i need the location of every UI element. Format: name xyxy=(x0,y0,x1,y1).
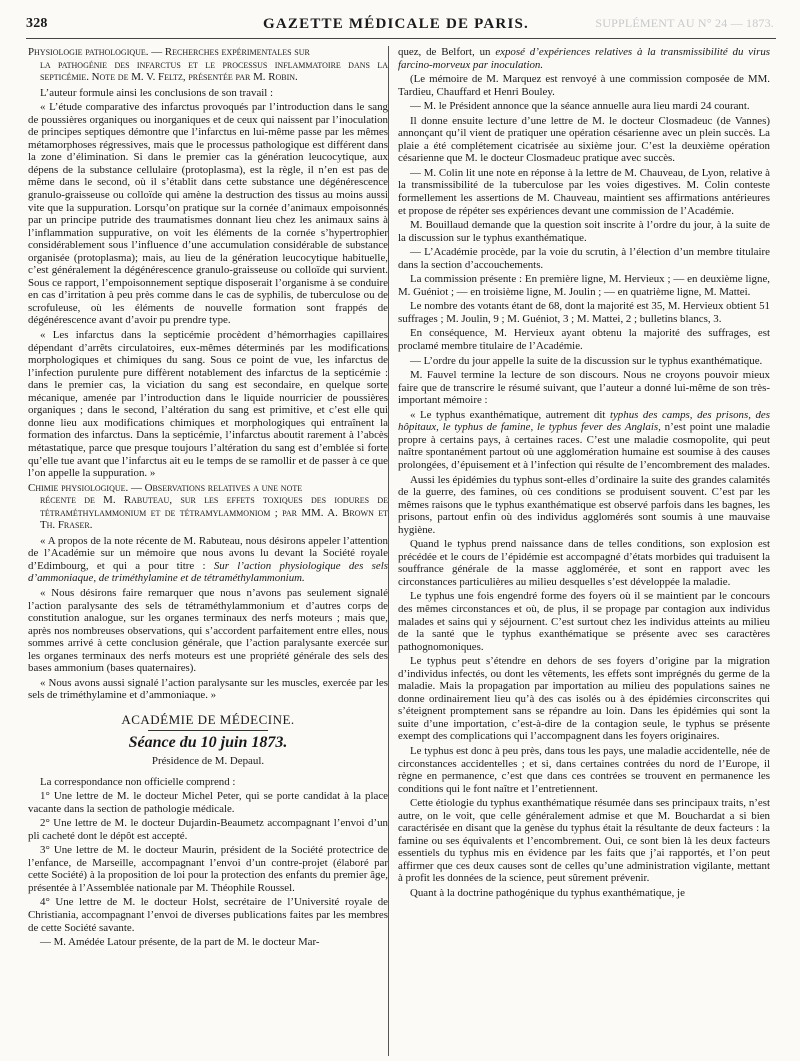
section-heading-continuation: la pathogénie des infarctus et le processus inflammatoire dans la septicémie. Note de M. V. Feltz, présentée par M. Robin. xyxy=(40,58,388,84)
paragraph-text: « Le typhus exanthématique, autrement dit xyxy=(410,408,610,421)
paragraph-text: quez, de Belfort, un xyxy=(398,46,496,58)
section-heading-chemistry xyxy=(28,482,388,532)
academy-title: ACADÉMIE DE MÉDECINE. xyxy=(121,711,295,727)
paragraph: « Nous avons aussi signalé l’action paralysante sur les muscles, exercée par les sels de triméthylamine et d’ammoniaque. » xyxy=(28,676,388,702)
session-title: Séance du 10 juin 1873. xyxy=(128,734,288,752)
paragraph: — M. le Président annonce que la séance annuelle aura lieu mardi 24 courant. xyxy=(410,100,750,113)
paragraph-text: « A propos de la note récente de M. Rabuteau, nous désirons appeler l’attention de l’Académie sur un mémoire que nous avons lu devant la Société royale d’Edimbourg, et qui a pour titre : xyxy=(28,534,388,572)
paragraph: La commission présente : En première ligne, M. Hervieux ; — en deuxième ligne, M. Guéniot ; — en troisième ligne, M. Joulin ; — en quatrième ligne, M. Mattei. xyxy=(398,273,770,298)
list-item: 2° Une lettre de M. le docteur Dujardin-Beaumetz accompagnant l’envoi d’un pli cacheté dont le dépôt est accepté. xyxy=(28,817,388,842)
paragraph-text: n’est point une maladie propre à certains pays, à certaines races. C’est une maladie cosmopolite, qui peut naître spontanément partout où une agglomération humaine est soumise à des causes prolongées, d’épuisement et à l’infection qui résulte de l’encombrement des malades. xyxy=(398,421,770,471)
paragraph: Aussi les épidémies du typhus sont-elles d’ordinaire la suite des grandes calamités de la guerre, des famines, où ces conditions se produisent souvent. C’est par les mêmes raisons que le typhus exanthématique est observé parfois dans les bagnes, les prisons, partout enfin où des individus agglomérés sont soumis à une mauvaise hygiène. xyxy=(398,473,770,536)
section-heading-line: Chimie physiologique. — Observations relatives a une note xyxy=(28,481,303,494)
paragraph xyxy=(398,409,770,472)
paragraph: — L’ordre du jour appelle la suite de la discussion sur le typhus exanthématique. xyxy=(410,354,763,367)
page-number: 328 xyxy=(26,16,48,31)
section-heading-continuation: récente de M. Rabuteau, sur les effets toxiques des iodures de tétraméthylammonium et de tétramylammoniom ; par MM. A. Brown et Th. Fraser. xyxy=(40,494,388,532)
paragraph: Le nombre des votants étant de 68, dont la majorité est 35, M. Hervieux obtient 51 suffrages ; M. Joulin, 9 ; M. Guéniot, 3 ; M. Mattei, 2 ; bulletins blancs, 3. xyxy=(398,300,770,325)
paragraph-italic-title: exposé d’expériences relatives à la transmissibilité du virus farcino-morveux par inoculation. xyxy=(398,46,770,71)
title-divider xyxy=(148,730,268,731)
list-item: 1° Une lettre de M. le docteur Michel Peter, qui se porte candidat à la place vacante dans la section de pathologie médicale. xyxy=(28,790,388,815)
paragraph: Le typhus peut s’étendre en dehors de ses foyers d’origine par la migration d’individus infectés, ou dont les vêtements, les effets sont imprégnés du germe de la maladie. Mais la propagation par importation au milieu des populations saines ne donne ordinairement lieu qu’à des cas isolés ou à des épidémies circonscrites qui s’éteignent promptement sans se répandre au loin. Dans les épidémies qui sont la suite d’une importation, c’est-à-dire de la contagion seule, le typhus se présente exempt des complications qui l’accompagnent dans les foyers originaires. xyxy=(398,655,770,743)
left-column xyxy=(28,46,388,1056)
paragraph: Quand le typhus prend naissance dans de telles conditions, son explosion est précédée et le cours de l’épidémie est accompagné d’états morbides qui traduisent la souffrance générale de la masse agglomérée, et sont en rapport avec les circonstances particulières au milieu desquelles s’est développée la maladie. xyxy=(398,538,770,588)
paragraph: Quant à la doctrine pathogénique du typhus exanthématique, je xyxy=(410,887,685,899)
column-rule xyxy=(388,46,389,1056)
list-item: 3° Une lettre de M. le docteur Maurin, président de la Société protectrice de l’enfance, de Marseille, accompagnant l’envoi d’un contre-projet (élaboré par cette Société) à la proposition de loi pour la protection des enfants du premier âge, présentée à l’Assemblée nationale par M. Théophile Roussel. xyxy=(28,844,388,894)
section-heading-physiology xyxy=(28,46,388,84)
journal-title: GAZETTE MÉDICALE DE PARIS. xyxy=(263,16,529,32)
paragraph xyxy=(398,46,770,71)
paragraph: Cette étiologie du typhus exanthématique résumée dans ses principaux traits, n’est autre, on le voit, que celle généralement admise et que M. Bouchardat a si bien caractérisée en disant que la genèse du typhus était la résultante de deux facteurs : la famine ou ses équivalents et l’encombrement. Oui, ce sont bien là les deux facteurs essentiels du typhus mis en évidence par les faits que j’ai rapportés, et l’on peut affirmer que ces deux causes sont de celles qu’une administration vigilante, mettant à profit les données de la science, peut sûrement prévenir. xyxy=(398,797,770,885)
paragraph: La correspondance non officielle comprend : xyxy=(40,775,236,788)
paragraph-italic-title: Sur l’action physiologique des sels d’ammoniaque, de triméthylamine et de tétraméthylammonium. xyxy=(28,559,388,585)
list-item: 4° Une lettre de M. le docteur Holst, secrétaire de l’Université royale de Christiania, accompagnant l’envoi de diverses publications faites par les membres de cette Société savante. xyxy=(28,896,388,934)
paragraph: « L’étude comparative des infarctus provoqués par l’introduction dans le sang de poussières organiques ou inorganiques et de ceux qui naissent par l’inoculation de principes septiques démontre que l’infarctus en lui-même passe par les mêmes métamorphoses régressives, mais que le processus pathologique est différent dans la zone d’élimination. Si dans le premier cas la génération leucocytique, aux dépens de la substance cellulaire (protoplasma), est la règle, il n’en est pas de même dans le second, où il s’établit dans cette substance une dégénérescence granulo-graisseuse ou colloïde qui amène la destruction des tissus au moins aussi vite que la suppuration. Lorsqu’on pratique sur la cornée d’animaux empoisonnés par un principe putride des traumatismes donnant lieu chez les animaux sains à l’inflammation suppurative, on voit les éléments de la cornée s’hypertrophier considérablement sous l’influence d’une accumulation considérable de substance organisée (protoplasma); mais, au lieu de la génération leucocytique habituelle, c’est généralement la dégénérescence granulo-graisseuse ou colloïde qui survient. Sous ce rapport, l’empoisonnement septique disposerait l’organisme à se conduire en cas d’irritation à peu près comme dans le cas de syphilis, de tuberculose ou de scrofuleuse, où les éléments de nouvelle formation sont frappés de dégénérescence avant d’avoir pu prendre type. xyxy=(28,101,388,327)
paragraph: (Le mémoire de M. Marquez est renvoyé à une commission composée de MM. Tardieu, Chauffard et Henri Bouley. xyxy=(398,73,770,98)
list-item: — M. Amédée Latour présente, de la part de M. le docteur Mar- xyxy=(40,936,320,949)
section-heading-line: Physiologie pathologique. — Recherches expérimentales sur xyxy=(28,46,310,58)
presidency-line: Présidence de M. Depaul. xyxy=(151,754,265,767)
paragraph: — M. Colin lit une note en réponse à la lettre de M. Chauveau, de Lyon, relative à la transmissibilité de la tuberculose par les voies digestives. M. Colin conteste formellement les assertions de M. Chauveau, maintient ses affirmations antérieures et propose de répéter ses expériences devant une commission de l’Académie. xyxy=(398,166,770,217)
paragraph: Il donne ensuite lecture d’une lettre de M. le docteur Closmadeuc (de Vannes) annonçant qu’il vient de pratiquer une opération césarienne avec un plein succès. La plaie a été complétement cicatrisée au sixième jour. C’est la deuxième opération césarienne que M. le docteur Closmadeuc pratique avec succès. xyxy=(398,114,770,165)
page-header xyxy=(26,16,774,36)
paragraph: « Nous désirons faire remarquer que nous n’avons pas seulement signalé l’action paralysante des sels de tétraméthylammonium et d’autres corps de constitution analogue, sur les organes terminaux des nerfs moteurs ; mais que, après nos nombreuses observations, qui s’accordent parfaitement entre elles, nous sommes arrivé à cette conclusion générale, que l’action paralysante exercée sur les organes terminaux des nerfs moteurs est une propriété générale des sels des bases ammonium (bases quaternaires). xyxy=(28,586,388,675)
paragraph: M. Fauvel termine la lecture de son discours. Nous ne croyons pouvoir mieux faire que de transcrire le résumé suivant, que l’auteur a donné lui-même de son très-important mémoire : xyxy=(398,369,770,407)
paragraph: En conséquence, M. Hervieux ayant obtenu la majorité des suffrages, est proclamé membre titulaire de l’Académie. xyxy=(398,327,770,353)
header-rule xyxy=(26,38,776,39)
paragraph: M. Bouillaud demande que la question soit inscrite à l’ordre du jour, à la suite de la discussion sur le typhus exanthématique. xyxy=(398,219,770,244)
paragraph-italic-text: typhus des camps, des prisons, des hôpitaux, le typhus de famine, le typhus fever des Anglais, xyxy=(398,408,770,434)
paragraph: Le typhus une fois engendré forme des foyers où il se maintient par le concours des mêmes circonstances et où, de plus, il se propage par contagion aux individus malades et sains qui y séjournent. C’est surtout chez les individus atteints au milieu de la santé que le typhus exanthématique se présente avec ses caractères pathognomoniques. xyxy=(398,590,770,653)
right-column xyxy=(398,46,770,1056)
paragraph: L’auteur formule ainsi les conclusions de son travail : xyxy=(40,86,274,99)
bleed-through-text: SUPPLÉMENT AU N° 24 — 1873. xyxy=(595,16,774,30)
paragraph xyxy=(28,535,388,585)
paragraph: Le typhus est donc à peu près, dans tous les pays, une maladie accidentelle, née de circonstances accidentelles ; et si, dans certaines contrées du nord de l’Europe, il règne en permanence, c’est que dans ces contrées se trouvent en permanence les conditions qui le font naître et l’entretiennent. xyxy=(398,744,770,795)
paragraph: « Les infarctus dans la septicémie procèdent d’hémorrhagies capillaires dépendant d’arrêts circulatoires, eux-mêmes déterminés par les modifications morphologiques et chimiques du sang. Sous ce point de vue, les infarctus de l’infection purulente pure diffèrent notablement des infarctus de la septicémie : dans le premier cas, la viciation du sang est secondaire, en quelque sorte mécanique, amenée par l’introduction dans le liquide nourricier de poussières organiques ; dans le second, l’altération du sang est primitive, et c’est elle qui donne lieu aux modifications chimiques et morphologiques qui entraînent la formation des infarctus. Dans la septicémie, l’infarctus aboutit rarement à l’abcès métastatique, parce que presque toujours l’altération du sang est d’emblée si forte qu’elle tue avant que l’infarctus ait eu le temps de se ramollir et de passer à ce que l’on appelle la suppuration. » xyxy=(28,329,388,480)
paragraph: — L’Académie procède, par la voie du scrutin, à l’élection d’un membre titulaire dans la section d’accouchements. xyxy=(398,246,770,271)
